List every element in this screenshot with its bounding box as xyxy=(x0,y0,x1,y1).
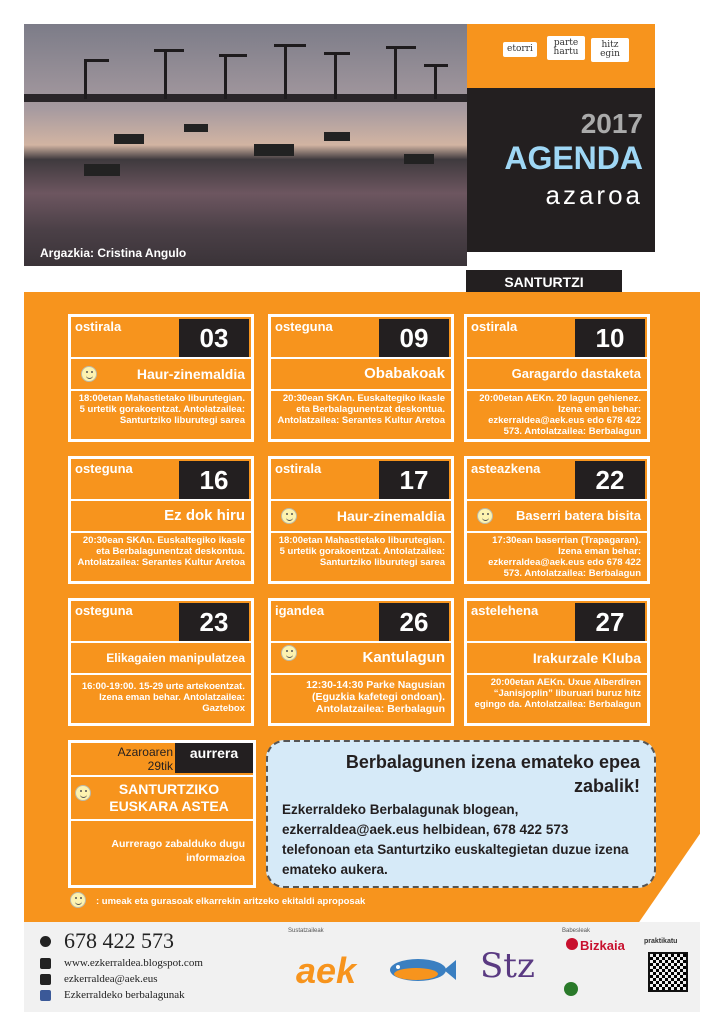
city-badge: SANTURTZI xyxy=(466,270,622,294)
bubble-etorri: etorri xyxy=(503,42,537,57)
event-title: Baserri batera bisita xyxy=(515,508,641,523)
event-weekday: osteguna xyxy=(275,319,333,334)
footer-email[interactable]: ezkerraldea@aek.eus xyxy=(64,973,158,985)
event-title: Garagardo dastaketa xyxy=(511,366,641,381)
event-title: Elikagaien manipulatzea xyxy=(106,651,245,665)
footer-phone: 678 422 573 xyxy=(64,928,174,953)
week-title: SANTURTZIKO EUSKARA ASTEA xyxy=(109,781,229,814)
event-card xyxy=(268,598,454,726)
event-description: 18:00etan Mahastietako liburutegian. 5 urtetik gorakoentzat. Antolatzailea: Santurtziko liburutegi sarea xyxy=(78,393,245,426)
week-description: Aurrerago zabalduko dugu informazioa xyxy=(111,838,245,864)
header-photo xyxy=(24,24,467,266)
event-weekday: osteguna xyxy=(75,461,133,476)
week-start-date: Azaroaren 29tik xyxy=(117,745,173,773)
event-title: Haur-zinemaldia xyxy=(336,508,445,524)
event-day: 16 xyxy=(179,461,249,499)
header-orange-bar xyxy=(467,24,655,88)
event-title: Ez dok hiru xyxy=(164,507,245,524)
praktikatu-logo: praktikatu xyxy=(644,938,678,945)
event-description: 20:00etan AEKn. 20 lagun gehienez. Izena eman behar: ezkerraldea@aek.eus edo 678 422 573. Antolatzailea: Berbalagun xyxy=(479,393,641,437)
bizkaia-logo: Bizkaia xyxy=(580,938,625,953)
event-title: Kantulagun xyxy=(362,649,445,666)
event-weekday: ostirala xyxy=(471,319,518,334)
kids-legend: : umeak eta gurasoak elkarrekin aritzeko ekitaldi aproposak xyxy=(96,896,366,907)
event-description: 17:30ean baserrian (Trapagaran). Izena eman behar: ezkerraldea@aek.eus edo 678 422 573. Antolatzailea: Berbalagun xyxy=(488,535,641,579)
euskara-astea-card xyxy=(68,740,256,888)
event-weekday: ostirala xyxy=(275,461,322,476)
smiley-icon xyxy=(75,785,91,801)
event-day: 03 xyxy=(179,319,249,357)
registration-notice xyxy=(266,740,656,888)
sustatzaileak-label: Sustatzaileak xyxy=(288,928,324,934)
event-weekday: osteguna xyxy=(75,603,133,618)
event-card xyxy=(68,456,254,584)
event-day: 10 xyxy=(575,319,645,357)
event-card xyxy=(268,456,454,584)
basque-government-emblem-icon xyxy=(564,982,578,996)
footer-blog[interactable]: www.ezkerraldea.blogspot.com xyxy=(64,957,203,969)
week-from-label: aurrera xyxy=(175,743,253,773)
email-icon xyxy=(40,974,51,985)
photo-credit: Argazkia: Cristina Angulo xyxy=(40,246,187,260)
event-card xyxy=(464,456,650,584)
event-title: Haur-zinemaldia xyxy=(136,366,245,382)
event-day: 27 xyxy=(575,603,645,641)
event-weekday: igandea xyxy=(275,603,325,618)
event-day: 23 xyxy=(179,603,249,641)
event-description: 20:30ean SKAn. Euskaltegiko ikasle eta Berbalagunentzat deskontua. Antolatzailea: Serantes Kultur Aretoa xyxy=(277,393,445,426)
whatsapp-icon xyxy=(40,936,51,947)
event-card xyxy=(68,598,254,726)
babesleak-label: Babesleak xyxy=(562,928,591,934)
year: 2017 xyxy=(580,108,643,139)
event-card xyxy=(464,314,650,442)
event-description: 12:30-14:30 Parke Nagusian (Eguzkia kafetegi ondoan). Antolatzailea: Berbalagun xyxy=(306,679,445,715)
event-day: 17 xyxy=(379,461,449,499)
bizkaia-emblem-icon xyxy=(566,938,578,950)
qr-code[interactable] xyxy=(648,952,688,992)
bubble-hitz-egin: hitz egin xyxy=(591,38,629,62)
smiley-icon xyxy=(70,892,86,908)
event-card xyxy=(68,314,254,442)
footer-facebook[interactable]: Ezkerraldeko berbalagunak xyxy=(64,989,185,1001)
event-title: Obabakoak xyxy=(364,365,445,382)
month: azaroa xyxy=(545,180,643,210)
footer xyxy=(24,922,700,1012)
event-description: 20:00etan AEKn. Uxue Alberdiren “Janisjoplin” liburuari buruz hitz egingo da. Antolatzailea: Berbalagun xyxy=(474,677,641,710)
event-card xyxy=(268,314,454,442)
notice-body: Ezkerraldeko Berbalagunak blogean, ezkerraldea@aek.eus helbidean, 678 422 573 telefonoan eta Santurtziko euskaltegietan duzue izena emateko aukera. xyxy=(282,802,629,877)
event-weekday: ostirala xyxy=(75,319,122,334)
stz-logo: Stz xyxy=(480,946,535,986)
event-weekday: astelehena xyxy=(471,603,539,618)
fish-logo xyxy=(386,952,456,986)
aek-logo: aek xyxy=(296,950,357,991)
event-description: 16:00-19:00. 15-29 urte artekoentzat. Izena eman behar. Antolatzailea: Gaztebox xyxy=(81,681,245,714)
bubble-parte-hartu: parte hartu xyxy=(547,36,585,60)
page-title: AGENDA xyxy=(504,140,643,176)
event-description: 18:00etan Mahastietako liburutegian. 5 urtetik gorakoentzat. Antolatzailea: Santurtziko liburutegi sarea xyxy=(278,535,445,568)
event-description: 20:30ean SKAn. Euskaltegiko ikasle eta Berbalagunentzat deskontua. Antolatzailea: Serantes Kultur Aretoa xyxy=(77,535,245,568)
event-day: 26 xyxy=(379,603,449,641)
event-weekday: asteazkena xyxy=(471,461,541,476)
event-day: 09 xyxy=(379,319,449,357)
event-day: 22 xyxy=(575,461,645,499)
facebook-icon xyxy=(40,990,51,1001)
notice-headline: Berbalagunen izena emateko epea zabalik! xyxy=(345,752,640,796)
event-title: Irakurzale Kluba xyxy=(532,650,641,666)
event-card xyxy=(464,598,650,726)
computer-icon xyxy=(40,958,51,969)
harbor-photo-illustration xyxy=(24,24,467,266)
